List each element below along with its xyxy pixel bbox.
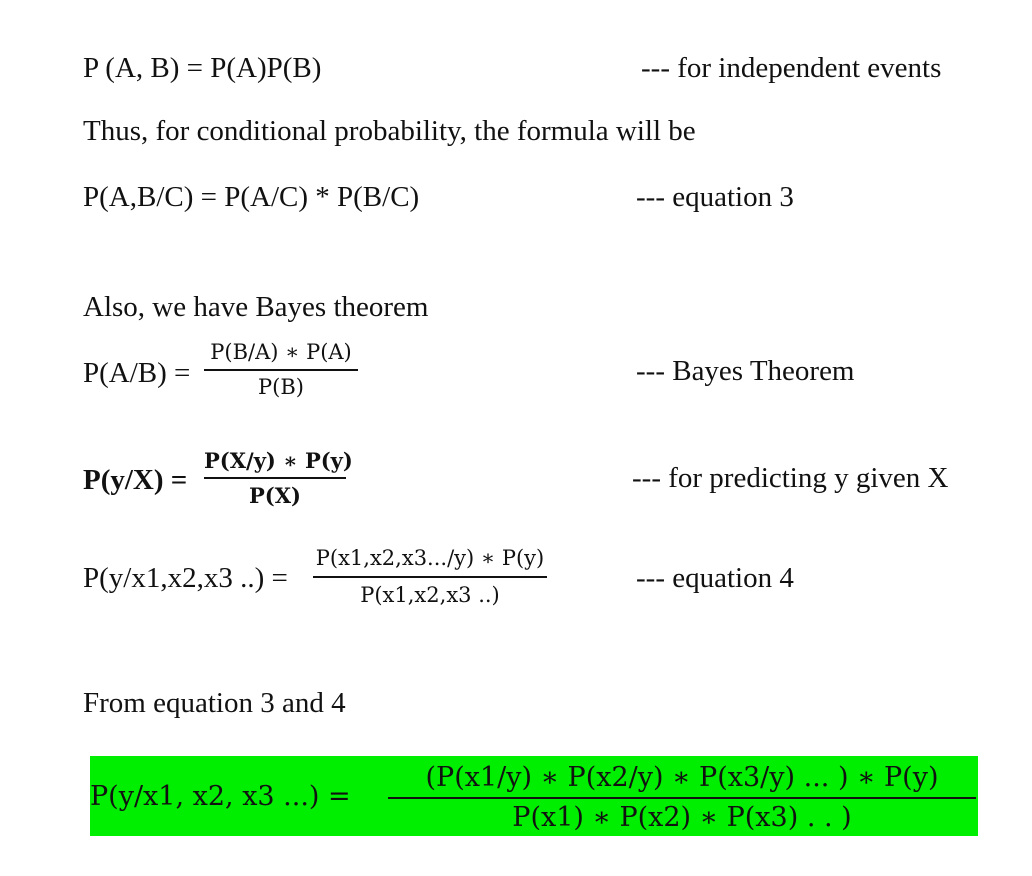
equation-4-fraction: [313, 548, 547, 610]
predict-numerator: P(X/y) ∗ P(y): [204, 448, 353, 473]
independence-comment: --- for independent events: [641, 52, 942, 84]
bayes-fraction: [204, 342, 358, 402]
final-fraction: [388, 758, 976, 834]
conditional-intro-text: Thus, for conditional probability, the formula will be: [83, 115, 696, 147]
final-lhs: P(y/x1, x2, x3 ...) =: [90, 781, 351, 812]
bayes-denominator: P(B): [258, 375, 304, 399]
equation-4-comment: --- equation 4: [636, 562, 794, 594]
predict-denominator: P(X): [249, 483, 301, 508]
equation-3-formula: P(A,B/C) = P(A/C) * P(B/C): [83, 181, 420, 213]
final-formula-highlight: [90, 756, 978, 836]
bayes-lhs: P(A/B) =: [83, 357, 191, 389]
predict-fraction-bar: [204, 477, 346, 479]
final-numerator: (P(x1/y) ∗ P(x2/y) ∗ P(x3/y) ... ) ∗ P(y): [425, 762, 939, 793]
equation-4-lhs: P(y/x1,x2,x3 ..) =: [83, 562, 288, 594]
predict-fraction: [204, 448, 353, 510]
bayes-comment: --- Bayes Theorem: [636, 355, 855, 387]
predict-lhs: P(y/X) =: [83, 464, 188, 496]
equation-3-comment: --- equation 3: [636, 181, 794, 213]
predict-comment: --- for predicting y given X: [632, 462, 949, 494]
bayes-numerator: P(B/A) ∗ P(A): [210, 340, 352, 364]
bayes-fraction-bar: [204, 369, 358, 371]
independence-formula: P (A, B) = P(A)P(B): [83, 52, 322, 84]
bayes-intro-text: Also, we have Bayes theorem: [83, 291, 429, 323]
equation-4-fraction-bar: [313, 576, 547, 578]
final-fraction-bar: [388, 797, 976, 799]
equation-4-denominator: P(x1,x2,x3 ..): [360, 583, 500, 607]
final-denominator: P(x1) ∗ P(x2) ∗ P(x3) . . ): [512, 802, 852, 833]
equation-4-numerator: P(x1,x2,x3.../y) ∗ P(y): [315, 546, 545, 570]
combination-intro-text: From equation 3 and 4: [83, 687, 346, 719]
